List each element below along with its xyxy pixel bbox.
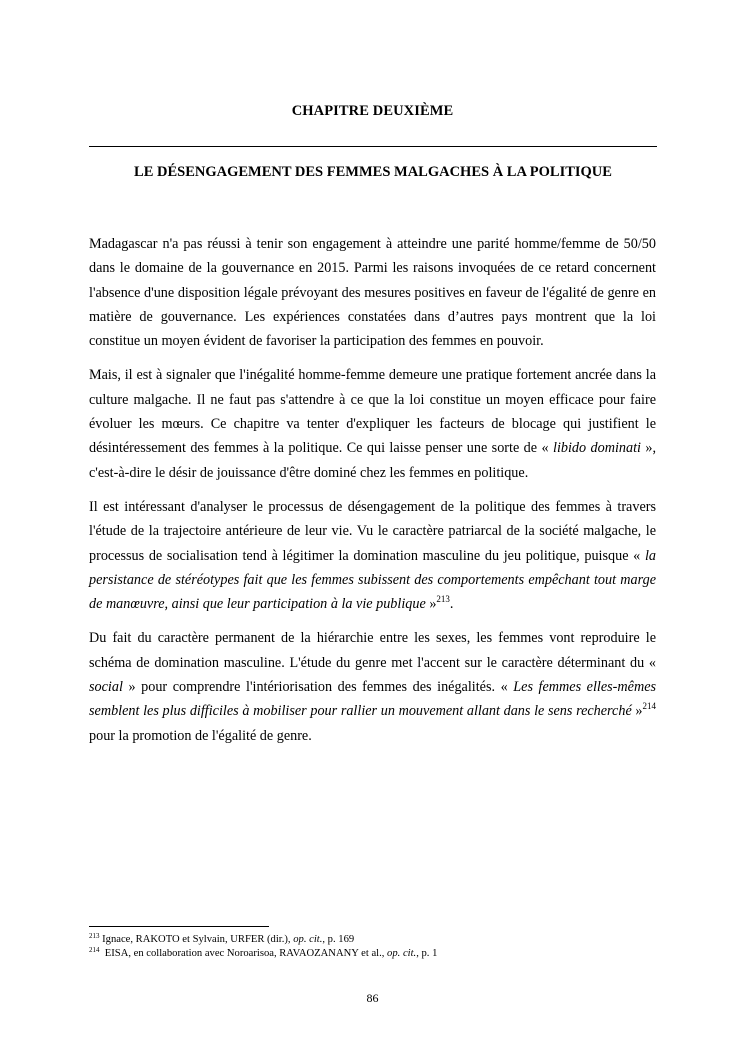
page-number: 86 [366,991,379,1005]
footnote-rule [89,926,269,927]
chapter-title: LE DÉSENGAGEMENT DES FEMMES MALGACHES À LA POLITIQUE [134,164,612,180]
footnote-213: $^{213}$ Ignace, RAKOTO et Sylvain, URFER (dir.), op. cit., p. 169 [89,932,355,945]
body-text [89,232,656,758]
chapter-heading: CHAPITRE DEUXIÈME [291,103,454,119]
paragraph-1: Madagascar n'a pas réussi à tenir son engagement à atteindre une parité homme/femme de 50/50 dans le domaine de la gouvernance en 2015. Parmi les raisons invoquées de ce retard concernent l'absence d'une disposition légale prévoyant des mesures positives en faveur de l'égalité de genre en matière de gouvernance. Les expériences constatées dans d’autres pays montrent que la loi constitue un moyen évident de favoriser la participation des femmes en pouvoir. [89,236,656,350]
paragraph-2: Mais, il est à signaler que l'inégalité homme-femme demeure une pratique fortement ancrée dans la culture malgache. Il ne faut pas s'attendre à ce que la loi constitue un moyen efficace pour faire évoluer les mœurs. Ce chapitre va tenter d'expliquer les facteurs de blocage qui justifient le désintéressement des femmes à la politique. Ce qui laisse penser une sorte de « libido dominati », c'est-à-dire le désir de jouissance d'être dominé chez les femmes en politique. [89,367,657,481]
footnotes [89,933,657,961]
footnote-ref-214: 214 [642,701,657,712]
paragraph-4: Du fait du caractère permanent de la hiérarchie entre les sexes, les femmes vont reproduire le schéma de domination masculine. L'étude du genre met l'accent sur le caractère déterminant du « social » pour comprendre l'intériorisation des femmes des inégalités. « Les femmes elles-mêmes semblent les plus difficiles à mobiliser pour rallier un mouvement allant dans le sens recherché »$^{214}$ pour la promotion de l'égalité de genre. [89,630,657,744]
paragraph-3: Il est intéressant d'analyser le processus de désengagement de la politique des femmes à travers l'étude de la trajectoire antérieure de leur vie. Vu le caractère patriarcal de la société malgache, le processus de socialisation tend à légitimer la domination masculine du jeu politique, puisque « la persistance de stéréotypes fait que les femmes subissent des comportements empêchant tout marge de manœuvre, ainsi que leur participation à la vie publique »$^{213}$. [89,498,656,613]
footnote-ref-213: 213 [436,594,450,605]
title-rule [89,146,657,147]
footnote-214: $^{214}$ EISA, en collaboration avec Noroarisoa, RAVAOZANANY et al., op. cit., p. 1 [89,946,438,959]
